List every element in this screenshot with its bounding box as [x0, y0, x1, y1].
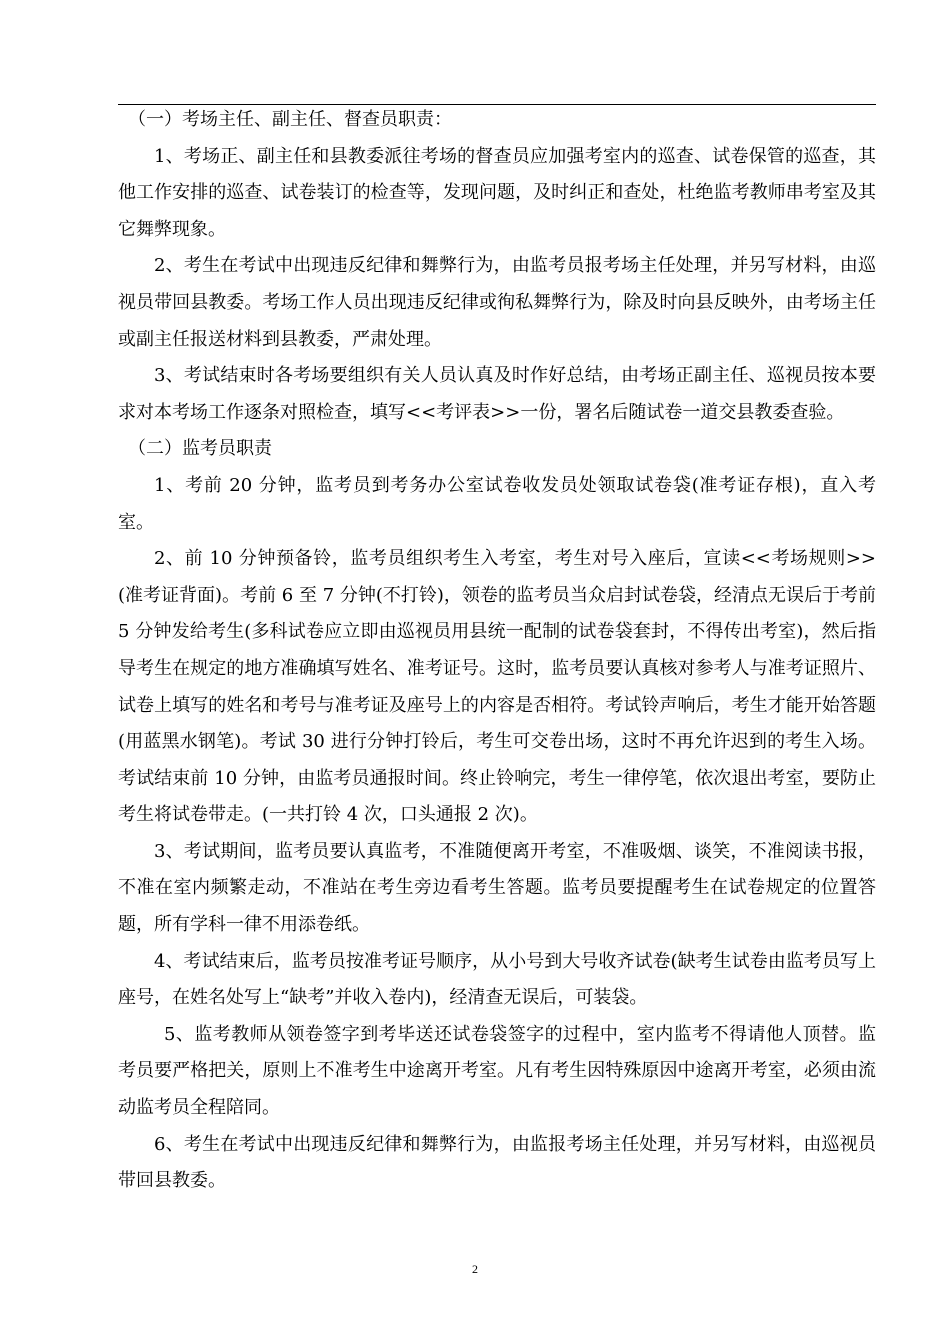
section-heading-2: （二）监考员职责	[128, 438, 272, 460]
section2-paragraph-2: 2、前 10 分钟预备铃，监考员组织考生入考室，考生对号入座后，宣读<<考场规则>>(准考证背面)。考前 6 至 7 分钟(不打铃)，领卷的监考员当众启封试卷袋，经清点无误后于考前 5 分钟发给考生(多科试卷应立即由巡视员用县统一配制的试卷袋套封，不得传出考室)，然后指导考生在规定的地方准确填写姓名、准考证号。这时，监考员要认真核对参考人与准考证照片、试卷上填写的姓名和考号与准考证及座号上的内容是否相符。考试铃声响后，考生才能开始答题(用蓝黑水钢笔)。考试 30 进行分钟打铃后，考生可交卷出场，这时不再允许迟到的考生入场。考试结束前 10 分钟，由监考员通报时间。终止铃响完，考生一律停笔，依次退出考室，要防止考生将试卷带走。(一共打铃 4 次，口头通报 2 次)。	[118, 548, 876, 826]
section2-paragraph-1: 1、考前 20 分钟，监考员到考务办公室试卷收发员处领取试卷袋(准考证存根)，直入考室。	[118, 474, 876, 533]
section2-paragraph-3: 3、考试期间，监考员要认真监考，不准随便离开考室，不准吸烟、谈笑，不准阅读书报，不准在室内频繁走动，不准站在考生旁边看考生答题。监考员要提醒考生在试卷规定的位置答题，所有学科一律不用添卷纸。	[118, 840, 876, 936]
section2-paragraph-6: 6、考生在考试中出现违反纪律和舞弊行为，由监报考场主任处理，并另写材料，由巡视员带回县教委。	[118, 1133, 876, 1192]
section1-paragraph-1: 1、考场正、副主任和县教委派往考场的督查员应加强考室内的巡查、试卷保管的巡查，其他工作安排的巡查、试卷装订的检查等，发现问题，及时纠正和查处，杜绝监考教师串考室及其它舞弊现象。	[118, 145, 876, 240]
section1-paragraph-2: 2、考生在考试中出现违反纪律和舞弊行为，由监考员报考场主任处理，并另写材料，由巡视员带回县教委。考场工作人员出现违反纪律或徇私舞弊行为，除及时向县反映外，由考场主任或副主任报送材料到县教委，严肃处理。	[118, 255, 876, 350]
section2-paragraph-5: 5、监考教师从领卷签字到考毕送还试卷袋签字的过程中，室内监考不得请他人顶替。监考员要严格把关，原则上不准考生中途离开考室。凡有考生因特殊原因中途离开考室，必须由流动监考员全程陪同。	[118, 1023, 876, 1119]
page-number: 2	[472, 1262, 478, 1276]
document-body	[118, 102, 876, 1200]
section2-paragraph-4: 4、考试结束后，监考员按准考证号顺序，从小号到大号收齐试卷(缺考生试卷由监考员写上座号，在姓名处写上“缺考”并收入卷内)，经清查无误后，可装袋。	[118, 950, 876, 1009]
section1-paragraph-3: 3、考试结束时各考场要组织有关人员认真及时作好总结，由考场正副主任、巡视员按本要求对本考场工作逐条对照检查，填写<<考评表>>一份，署名后随试卷一道交县教委查验。	[118, 365, 876, 423]
section-heading-1: （一）考场主任、副主任、督查员职责：	[128, 109, 452, 130]
